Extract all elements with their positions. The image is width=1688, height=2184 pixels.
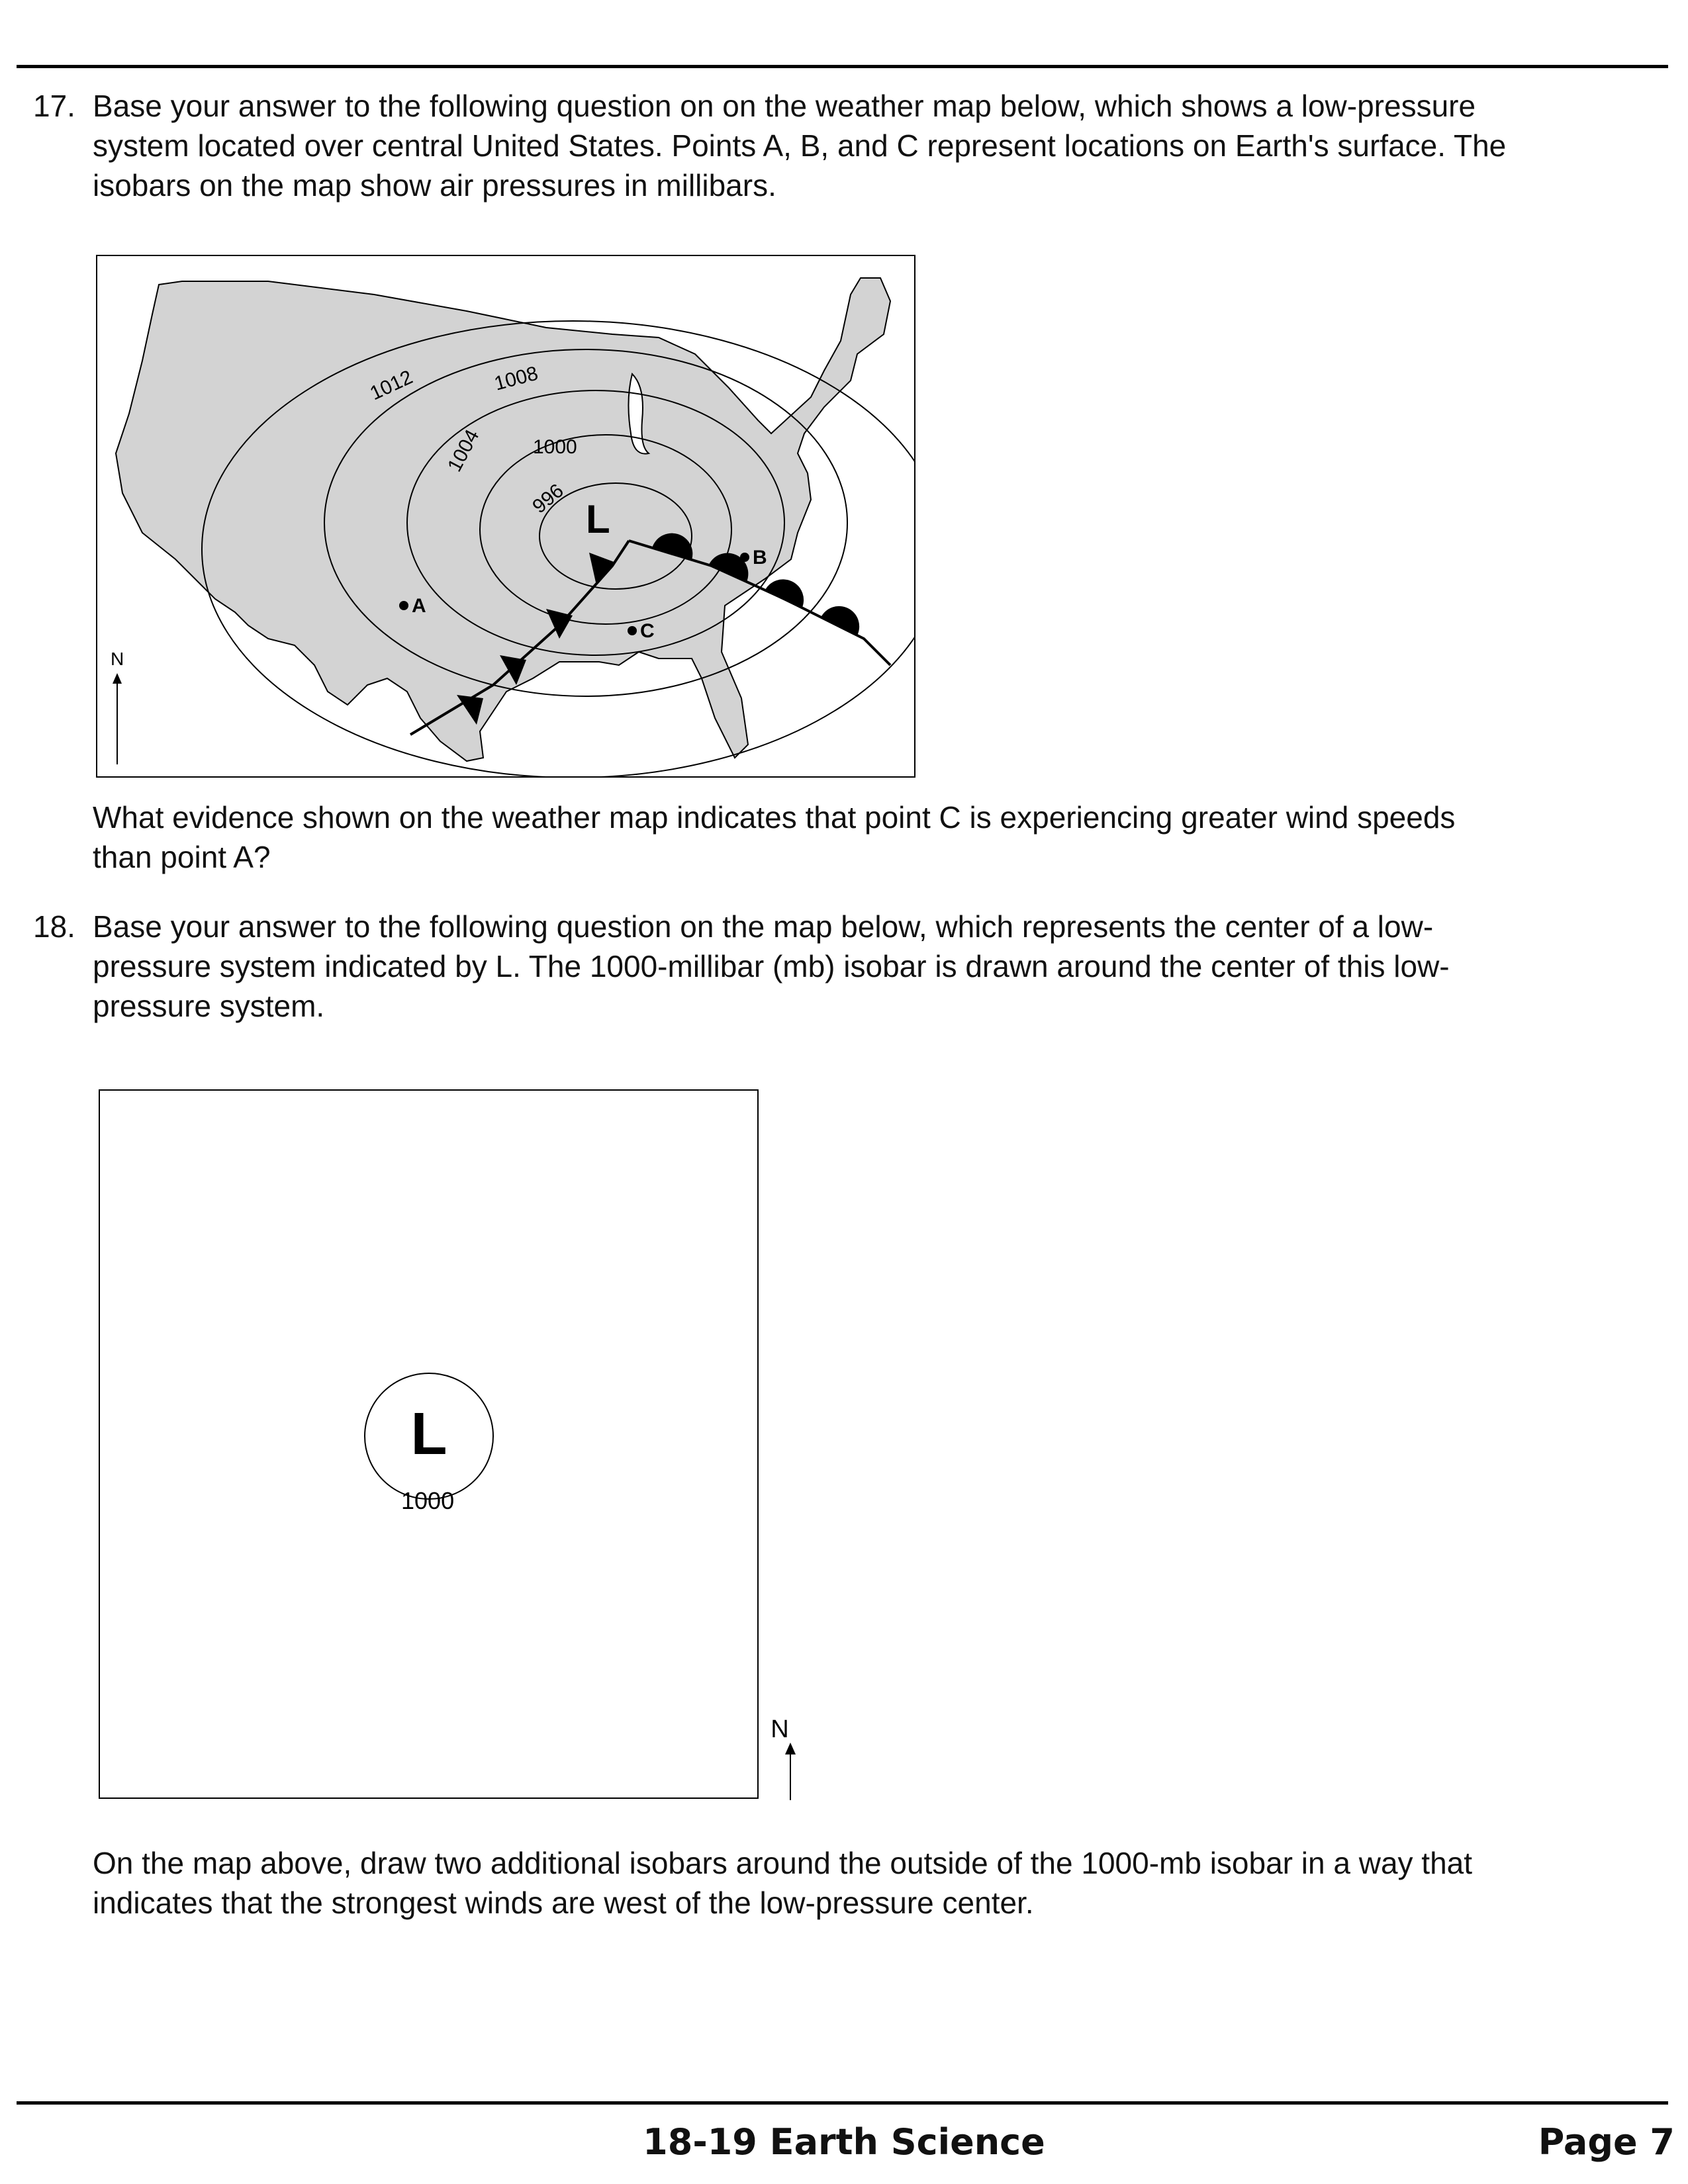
low-pressure-label: L — [410, 1401, 447, 1467]
point-c-dot — [628, 626, 637, 635]
isobar-label-1000: 1000 — [401, 1487, 455, 1514]
footer-page-number: Page 7 — [1538, 2121, 1675, 2163]
blank-low-pressure-map — [98, 1089, 826, 1803]
question-18-prompt: On the map above, draw two additional isobars around the outside of the 1000-mb isobar in a way that indicates that the strongest winds are west of the low-pressure center. — [93, 1846, 1473, 1920]
point-c-label: C — [640, 620, 655, 642]
isobar-drawing-figure — [98, 1089, 826, 1803]
weather-map — [96, 255, 915, 778]
isobar-label-1012: 1012 — [367, 366, 416, 405]
question-intro: Base your answer to the following question on the map below, which represents the center of a low-pressure system indicated by L. The 1000-millibar (mb) isobar is drawn around the center of this low-pressure system. — [93, 909, 1450, 1023]
question-number: 17. — [33, 89, 75, 123]
low-pressure-label: L — [586, 497, 610, 541]
point-b-dot — [740, 553, 749, 562]
question-number: 18. — [33, 909, 75, 944]
footer-title: 18-19 Earth Science — [643, 2121, 1045, 2163]
question-intro: Base your answer to the following question on on the weather map below, which shows a low-pressure system located over central United States. Points A, B, and C represent locations on Earth's surface. The isobars on the map show air pressures in millibars. — [93, 89, 1507, 203]
point-b-label: B — [753, 547, 767, 569]
weather-map-figure — [96, 255, 915, 778]
isobar-label-1008: 1008 — [492, 362, 541, 395]
bottom-rule — [17, 2101, 1668, 2105]
north-arrowhead-icon — [785, 1743, 796, 1754]
point-a-label: A — [412, 595, 426, 617]
north-label: N — [771, 1715, 789, 1743]
point-a-dot — [399, 601, 408, 610]
north-label: N — [111, 649, 124, 669]
question-18 — [33, 907, 1523, 1026]
isobar-label-1000: 1000 — [533, 436, 577, 458]
question-17-prompt: What evidence shown on the weather map indicates that point C is experiencing greater wind speeds than point A? — [93, 800, 1456, 874]
question-17 — [33, 86, 1523, 205]
isobar-label-996: 996 — [528, 479, 568, 518]
top-rule — [17, 65, 1668, 68]
isobar-label-1004: 1004 — [444, 426, 484, 476]
